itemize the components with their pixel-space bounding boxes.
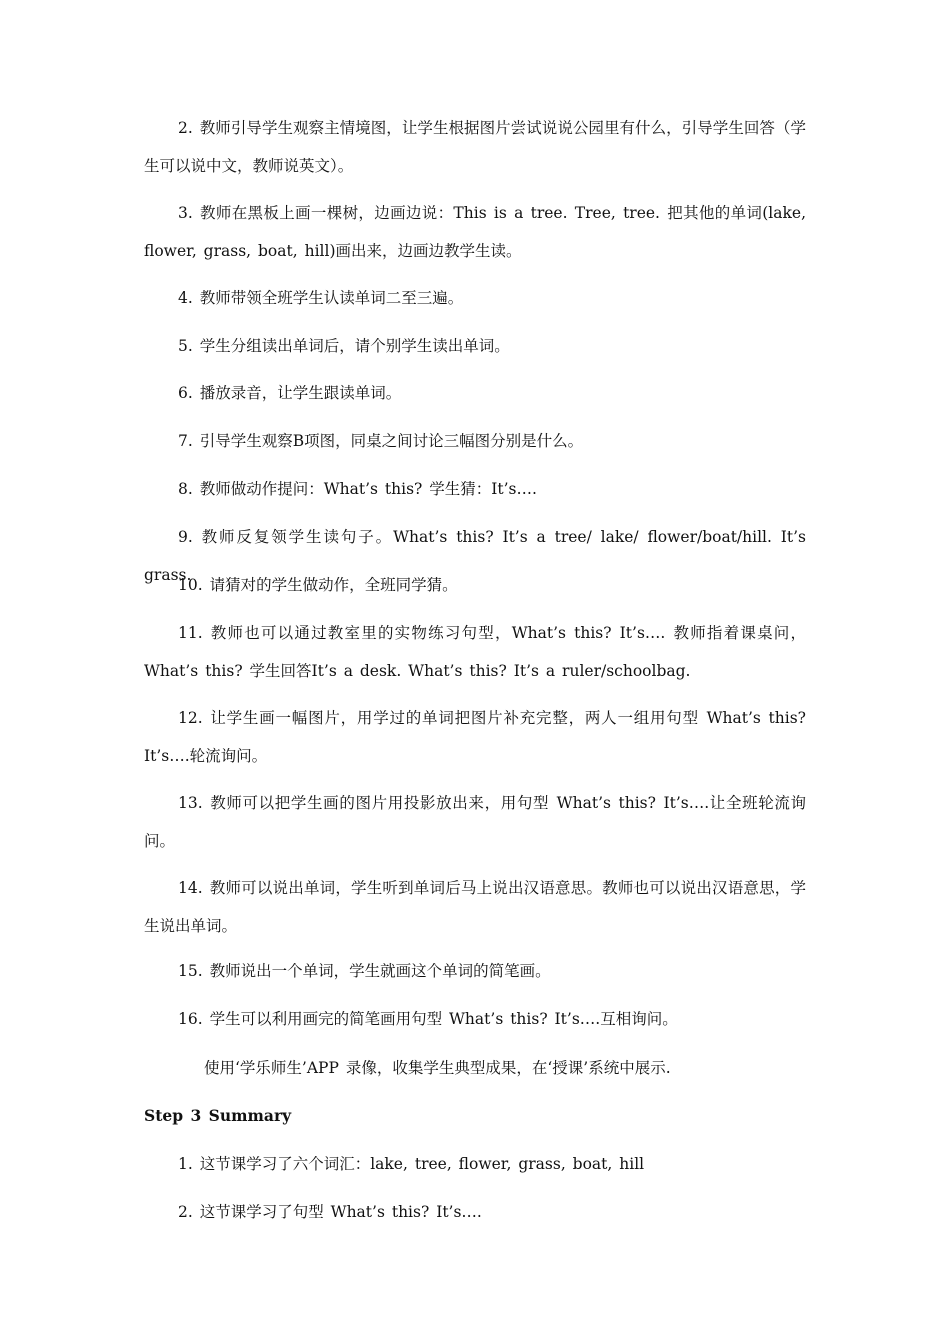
step-5: 5. 学生分组读出单词后，请个别学生读出单词。 [178, 337, 510, 355]
step-13: 13. 教师可以把学生画的图片用投影放出来，用句型 What’s this? It’s….让全班轮流询问。 [144, 794, 806, 850]
step-12: 12. 让学生画一幅图片，用学过的单词把图片补充完整，两人一组用句型 What’s this? It’s….轮流询问。 [144, 709, 806, 765]
step-4: 4. 教师带领全班学生认读单词二至三遍。 [178, 289, 464, 307]
step-8: 8. 教师做动作提问：What’s this? 学生猜：It’s…. [178, 480, 537, 498]
step-15: 15. 教师说出一个单词，学生就画这个单词的简笔画。 [178, 962, 551, 980]
step-14: 14. 教师可以说出单词，学生听到单词后马上说出汉语意思。教师也可以说出汉语意思，学生说出单词。 [144, 879, 806, 935]
step-16: 16. 学生可以利用画完的简笔画用句型 What’s this? It’s….互相询问。 [178, 1010, 678, 1028]
summary-heading: Step 3 Summary [144, 1106, 292, 1125]
step-2: 2. 教师引导学生观察主情境图，让学生根据图片尝试说说公园里有什么，引导学生回答（学生可以说中文，教师说英文）。 [144, 119, 806, 175]
step-9: 9. 教师反复领学生读句子。What’s this? It’s a tree/ lake/ flower/boat/hill. It’s grass. [144, 528, 806, 584]
step-3: 3. 教师在黑板上画一棵树，边画边说：This is a tree. Tree, tree. 把其他的单词(lake, flower, grass, boat, hill)画出来，边画边教学生读。 [144, 204, 806, 260]
step-6: 6. 播放录音，让学生跟读单词。 [178, 384, 402, 402]
app-note: 使用‘学乐师生’APP 录像，收集学生典型成果，在‘授课’系统中展示. [204, 1059, 671, 1077]
step-10: 10. 请猜对的学生做动作，全班同学猜。 [178, 576, 458, 594]
step-11: 11. 教师也可以通过教室里的实物练习句型，What’s this? It’s…. 教师指着课桌问，What’s this? 学生回答It’s a desk. What’s this? It’s a ruler/schoolbag. [144, 624, 806, 680]
summary-item-1: 1. 这节课学习了六个词汇：lake, tree, flower, grass, boat, hill [178, 1155, 645, 1173]
step-7: 7. 引导学生观察B项图，同桌之间讨论三幅图分别是什么。 [178, 432, 584, 450]
summary-item-2: 2. 这节课学习了句型 What’s this? It’s…. [178, 1203, 482, 1221]
